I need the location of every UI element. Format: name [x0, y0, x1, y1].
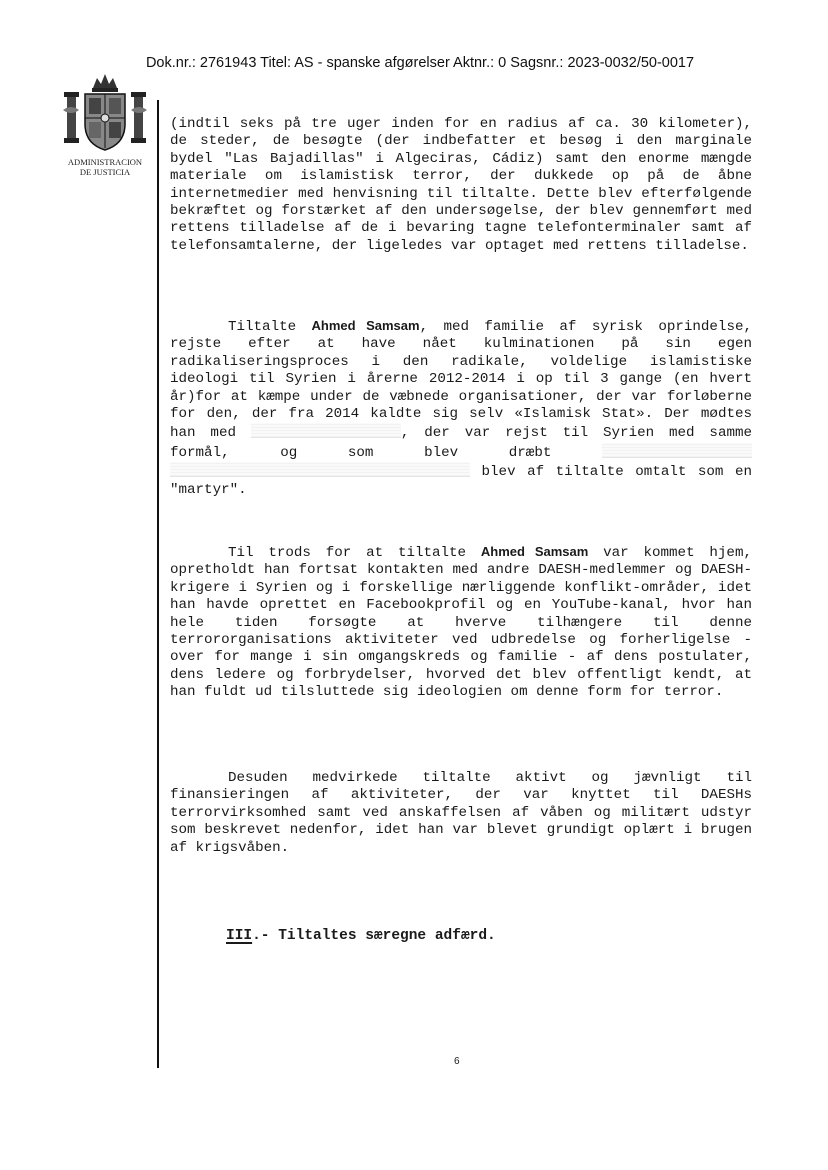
section-heading: [226, 928, 496, 944]
paragraph-2-text-a: Tiltalte: [228, 319, 312, 335]
paragraph-1: (indtil seks på tre uger inden for en radius af ca. 30 kilometer), de steder, de besøgte (der indbefatter et besøg i den marginale bydel "Las Bajadillas" i Algeciras, Cádiz) samt den enorme mængde materiale om islamistisk terror, der dukkede op på de åbne internetmedier med henvisning til tiltalte. Dette blev efterfølgende bekræftet og forstærket af den undersøgelse, der blev gennemført med rettens tilladelse af de i bevaring tagne telefonterminaler samt af telefonsamtalerne, der ligeledes var optaget med rettens tilladelse.: [170, 116, 752, 254]
paragraph-2-text-c: , der var rejst til Syrien med samme formål, og som blev dræbt: [170, 425, 752, 461]
document-header: Dok.nr.: 2761943 Titel: AS - spanske afgørelser Aktnr.: 0 Sagsnr.: 2023-0032/50-0017: [145, 55, 695, 71]
logo-caption-line2: DE JUSTICIA: [79, 167, 131, 177]
section-title: .- Tiltaltes særegne adfærd.: [252, 928, 496, 944]
paragraph-2: [170, 317, 752, 499]
paragraph-3-text-a: Til trods for at tiltalte: [228, 545, 481, 561]
margin-rule: [157, 100, 159, 1068]
logo-caption-line1: ADMINISTRACION: [67, 157, 143, 167]
paragraph-2-text-b: , med familie af syrisk oprindelse, rejste efter at have nået kulminationen på sin egen radikaliseringsproces i den radikale, voldelige islamistiske ideologi til Syrien i årerne 2012-2014 i op til 3 gange (en hvert år)for at kæmpe under de væbnede organisationer, der var forløberne for den, der fra 2014 kaldte sig selv «Islamisk Stat». Der mødtes han med: [170, 319, 752, 442]
paragraph-4: Desuden medvirkede tiltalte aktivt og jævnligt til finansieringen af aktiviteter, der var knyttet til DAESHs terrorvirksomhed samt ved anskaffelsen af våben og militært udstyr som beskrevet nedenfor, idet han var blevet grundigt oplært i brugen af krigsvåben.: [170, 770, 752, 856]
redaction-box: [602, 443, 752, 458]
defendant-name: Ahmed Samsam: [311, 318, 420, 333]
section-number: III: [226, 928, 253, 944]
paragraph-3-text-b: var kommet hjem, opretholdt han fortsat kontakten med andre DAESH-medlemmer og DAESH-krigere i Syrien og i forskellige nærliggende konflikt-områder, idet han havde oprettet en Facebookprofil og en YouTube-kanal, hvor han hele tiden forsøgte at hverve tilhængere til denne terrororganisations aktiviteter ved udbredelse og forherligelse - over for mange i sin omgangskreds og familie - af dens postulater, dens ledere og forbrydelser, hvorved det blev offentligt kendt, at han fuldt ud tilsluttede sig ideologien om denne form for terror.: [170, 545, 752, 701]
defendant-name: Ahmed Samsam: [480, 544, 589, 559]
paragraph-3: [170, 543, 752, 702]
redaction-box: [170, 462, 470, 477]
paragraph-2-text-d: blev af tiltalte omtalt som en "martyr".: [170, 464, 752, 498]
page-number: 6: [454, 1056, 460, 1067]
redaction-box: [251, 423, 401, 438]
coat-of-arms-logo: [55, 70, 155, 156]
